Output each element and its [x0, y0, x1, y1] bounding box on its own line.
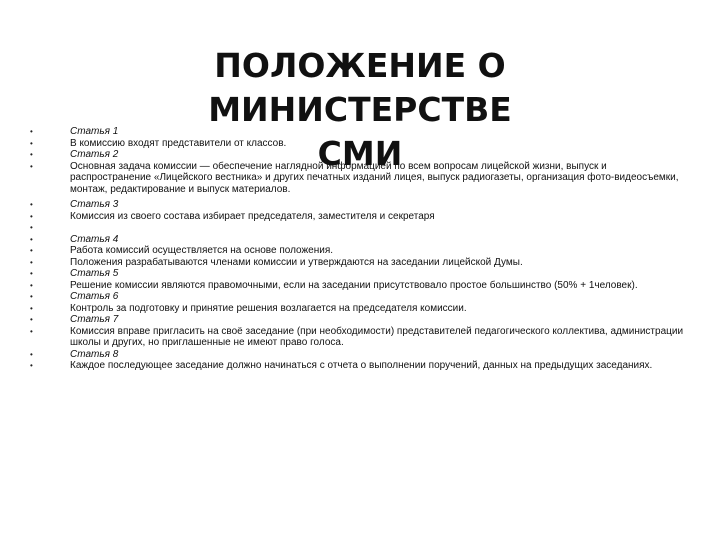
page-title-line-1: ПОЛОЖЕНИЕ О МИНИСТЕРСТВЕ	[208, 46, 512, 130]
article-heading-text: Статья 1	[70, 126, 119, 137]
bullet-icon: •	[30, 269, 33, 278]
article-heading-text: Статья 7	[70, 314, 119, 325]
bullet-list	[30, 126, 690, 372]
article-heading	[30, 291, 690, 303]
list-item-text: Положения разрабатываются членами комиссии и утверждаются на заседании лицейской Думы.	[70, 256, 523, 268]
list-item	[30, 138, 690, 150]
article-heading-text: Статья 6	[70, 291, 119, 302]
bullet-icon: •	[30, 257, 33, 267]
list-item-text: Комиссия вправе пригласить на своё заседание (при необходимости) представителей педагогического коллектива, администрации школы и других, но приглашенные не имеют право голоса.	[70, 325, 684, 348]
bullet-icon: •	[30, 138, 33, 148]
list-item	[30, 303, 690, 315]
article-heading	[30, 349, 690, 361]
list-item	[30, 161, 690, 196]
bullet-icon: •	[30, 280, 33, 290]
empty-list-item	[30, 222, 690, 234]
article-heading	[30, 234, 690, 246]
list-item	[30, 245, 690, 257]
bullet-icon: •	[30, 292, 33, 301]
list-item-text: В комиссию входят представители от классов.	[70, 137, 287, 149]
bullet-icon: •	[30, 223, 33, 232]
bullet-icon: •	[30, 211, 33, 221]
list-item	[30, 257, 690, 269]
article-heading-text: Статья 2	[70, 149, 119, 160]
article-heading-text: Статья 3	[70, 199, 119, 210]
article-heading	[30, 268, 690, 280]
bullet-icon: •	[30, 303, 33, 313]
list-item	[30, 280, 690, 292]
list-item-text: Решение комиссии являются правомочными, если на заседании присутствовало простое большинство (50% + 1человек).	[70, 279, 638, 291]
article-heading	[30, 126, 690, 138]
bullet-icon: •	[30, 127, 33, 136]
bullet-icon: •	[30, 200, 33, 209]
bullet-icon: •	[30, 361, 33, 370]
bullet-icon: •	[30, 161, 33, 171]
article-heading-text: Статья 8	[70, 348, 119, 360]
list-item-text: Контроль за подготовку и принятие решения возлагается на председателя комиссии.	[70, 302, 467, 314]
list-item-text: Работа комиссий осуществляется на основе положения.	[70, 245, 334, 256]
page-title-line-2: СМИ	[317, 134, 403, 174]
bullet-icon: •	[30, 326, 33, 336]
article-heading-text: Статья 4	[70, 233, 119, 245]
bullet-icon: •	[30, 246, 33, 255]
list-item-text: Комиссия из своего состава избирает председателя, заместителя и секретаря	[70, 210, 435, 222]
article-heading	[30, 149, 690, 161]
list-item	[30, 360, 690, 372]
article-heading	[30, 199, 690, 211]
bullet-icon: •	[30, 150, 33, 159]
list-item	[30, 211, 690, 223]
article-heading	[30, 314, 690, 326]
list-item	[30, 326, 690, 349]
article-heading-text: Статья 5	[70, 268, 119, 279]
bullet-icon: •	[30, 349, 33, 359]
bullet-icon: •	[30, 315, 33, 324]
list-item-text: Каждое последующее заседание должно начинаться с отчета о выполнении поручений, данных на предыдущих заседаниях.	[70, 360, 653, 371]
list-item-text: Основная задача комиссии — обеспечение наглядной информацией по всем вопросам лицейской жизни, выпуск и распространение «Лицейского вестника» и других печатных изданий лицея, выпуск радиогазеты, организация фото-видеосъемки, монтаж, редактирование и выпуск материалов.	[70, 160, 679, 195]
bullet-icon: •	[30, 234, 33, 244]
